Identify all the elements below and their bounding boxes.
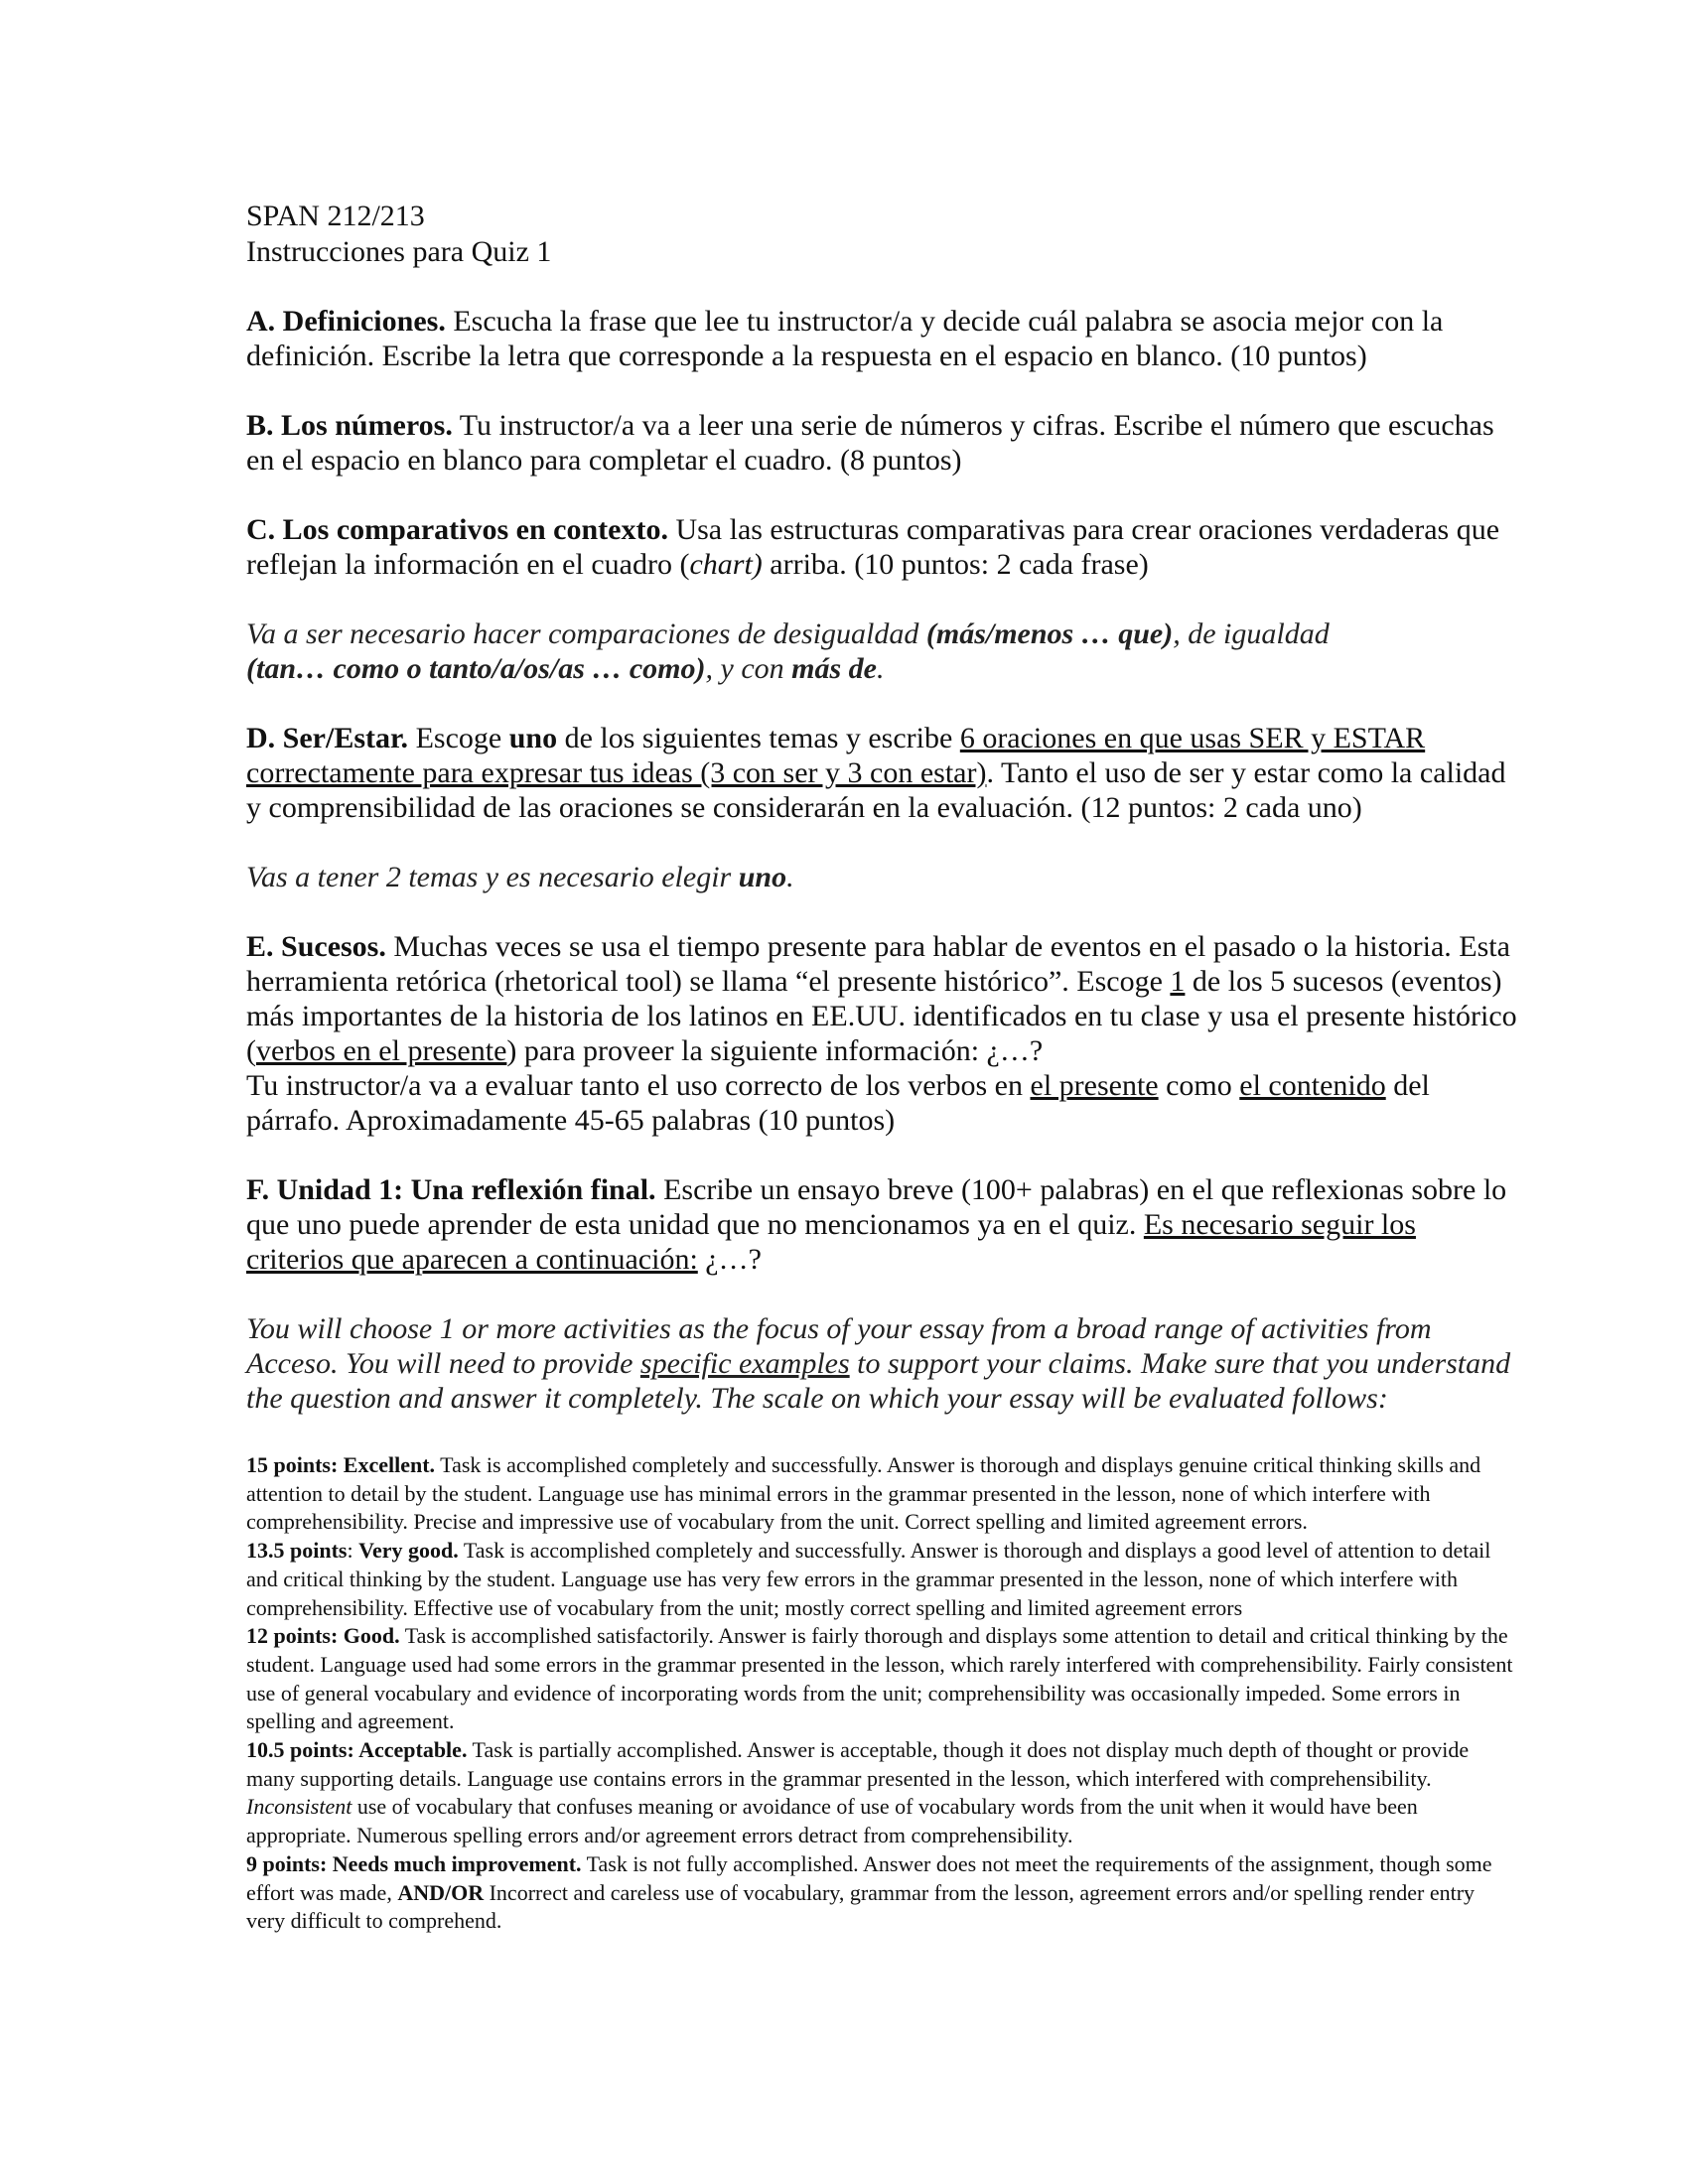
- section-b-heading: B. Los números.: [246, 409, 453, 442]
- note-text: to support your claims. Make sure that you understand the question and answer it completely. The scale on which your essay will be evaluated follows:: [246, 1347, 1511, 1415]
- rubric-italic: Inconsistent: [246, 1794, 352, 1820]
- document-page: [246, 199, 1517, 1936]
- note-text: .: [786, 861, 794, 893]
- rubric-label: 15 points: Excellent.: [246, 1452, 436, 1477]
- section-d-bold: uno: [508, 722, 558, 754]
- rubric-text: Incorrect and careless use of vocabulary, grammar from the lesson, agreement errors and/or spelling render entry very difficult to comprehend.: [246, 1879, 1476, 1934]
- note-bold: (tan… como o tanto/a/os/as … como): [246, 652, 706, 685]
- rubric-text: Task is partially accomplished. Answer is acceptable, though it does not display much depth of thought or provide many supporting details. Language use contains errors in the grammar presented in the lesson, which interfered with comprehensibility.: [246, 1737, 1470, 1791]
- section-e-text: ) para proveer la siguiente información: ¿…?: [506, 1034, 1044, 1067]
- section-e-text: Muchas veces se usa el tiempo presente para hablar de eventos en el pasado o la historia. Esta herramienta retórica (rhetorical tool) se llama “el presente histórico”. Escoge: [246, 930, 1510, 998]
- note-text: Va a ser necesario hacer comparaciones de desigualdad: [246, 617, 926, 650]
- section-e-text: Tu instructor/a va a evaluar tanto el uso correcto de los verbos en: [246, 1069, 1031, 1102]
- rubric-9: [246, 1850, 1517, 1936]
- note-bold: uno: [738, 861, 787, 893]
- section-c-note: [246, 616, 1517, 686]
- section-f: [246, 1172, 1517, 1277]
- section-f-heading: F. Unidad 1: Una reflexión final.: [246, 1173, 656, 1206]
- rubric: [246, 1451, 1517, 1936]
- note-text: .: [876, 652, 885, 685]
- note-text: You will choose 1 or more activities as the focus of your essay from a broad range of activities from Acceso. You will need to provide: [246, 1312, 1432, 1380]
- note-bold: (más/menos … que): [925, 617, 1174, 650]
- section-c-chart-word: chart): [689, 548, 763, 581]
- section-a-text: Escucha la frase que lee tu instructor/a y decide cuál palabra se asocia mejor con la definición. Escribe la letra que corresponde a la respuesta en el espacio en blanco. (10 puntos): [246, 305, 1444, 372]
- rubric-label: Very good.: [358, 1538, 459, 1564]
- note-text: , y con: [705, 652, 792, 685]
- section-d-text: Escoge: [408, 722, 509, 754]
- rubric-13-5: [246, 1537, 1517, 1622]
- section-e-underlined: el contenido: [1239, 1069, 1386, 1102]
- rubric-12: [246, 1622, 1517, 1736]
- rubric-text: Task is accomplished completely and successfully. Answer is thorough and displays genuine critical thinking skills and attention to detail by the student. Language use has minimal errors in the grammar presented in the lesson, none of which interfere with comprehensibility. Precise and impressive use of vocabulary from the unit. Correct spelling and limited agreement errors.: [246, 1452, 1481, 1535]
- rubric-10-5: [246, 1736, 1517, 1850]
- section-d-text: . Tanto el uso de ser y estar como la calidad y comprensibilidad de las oraciones se considerarán en la evaluación. (12 puntos: 2 cada uno): [246, 756, 1506, 824]
- note-text: Vas a tener 2 temas y es necesario elegir: [246, 861, 739, 893]
- section-e-underlined: el presente: [1030, 1069, 1159, 1102]
- section-e-heading: E. Sucesos.: [246, 930, 386, 963]
- section-d: [246, 721, 1517, 825]
- section-f-text: Escribe un ensayo breve (100+ palabras) en el que reflexionas sobre lo que uno puede aprender de esta unidad que no mencionamos ya en el quiz.: [246, 1173, 1507, 1241]
- section-a: [246, 304, 1517, 373]
- rubric-label: 13.5 points: [246, 1538, 348, 1564]
- section-a-heading: A. Definiciones.: [246, 305, 446, 338]
- section-d-heading: D. Ser/Estar.: [246, 722, 409, 754]
- rubric-text: Task is not fully accomplished. Answer does not meet the requirements of the assignment, though some effort was made,: [246, 1850, 1492, 1905]
- section-e-underlined: verbos en el presente: [256, 1034, 507, 1067]
- section-e-text: del párrafo. Aproximadamente 45-65 palabras (10 puntos): [246, 1069, 1430, 1137]
- section-c-text: Usa las estructuras comparativas para crear oraciones verdaderas que reflejan la información en el cuadro (: [246, 513, 1500, 581]
- section-d-text: de los siguientes temas y escribe: [557, 722, 960, 754]
- section-e-text: de los 5 sucesos (eventos) más importantes de la historia de los latinos en EE.UU. identificados en tu clase y usa el presente histórico (: [246, 965, 1517, 1067]
- section-e: [246, 929, 1517, 1138]
- rubric-label: 9 points: Needs much improvement.: [246, 1850, 582, 1876]
- section-c-text-end: arriba. (10 puntos: 2 cada frase): [762, 548, 1149, 581]
- section-c: [246, 512, 1517, 582]
- section-b: [246, 408, 1517, 478]
- rubric-15: [246, 1451, 1517, 1537]
- section-f-text: ¿…?: [697, 1243, 762, 1276]
- rubric-text: use of vocabulary that confuses meaning or avoidance of use of vocabulary words from the unit when it would have been appropriate. Numerous spelling errors and/or agreement errors detract from comprehensibility.: [246, 1794, 1418, 1848]
- rubric-label: 12 points: Good.: [246, 1623, 400, 1649]
- rubric-label: 10.5 points: Acceptable.: [246, 1737, 468, 1763]
- note-bold: más de: [791, 652, 877, 685]
- rubric-text: Task is accomplished completely and successfully. Answer is thorough and displays a good level of attention to detail and critical thinking by the student. Language use has very few errors in the grammar presented in the lesson, none of which interfere with comprehensibility. Effective use of vocabulary from the unit; mostly correct spelling and limited agreement errors: [246, 1538, 1491, 1620]
- document-title: Instrucciones para Quiz 1: [246, 235, 552, 268]
- rubric-text: Task is accomplished satisfactorily. Answer is fairly thorough and displays some attention to detail and critical thinking by the student. Language used had some errors in the grammar presented in the lesson, which rarely interfered with comprehensibility. Fairly consistent use of general vocabulary and evidence of incorporating words from the unit; comprehensibility was occasionally impeded. Some errors in spelling and agreement.: [246, 1623, 1513, 1734]
- note-text: , de igualdad: [1173, 617, 1330, 650]
- section-f-note: [246, 1311, 1517, 1416]
- section-d-underlined: 6 oraciones en que usas SER y ESTAR correctamente para expresar tus ideas (3 con ser y 3 con estar): [246, 722, 1426, 789]
- section-f-underlined: Es necesario seguir los criterios que aparecen a continuación:: [246, 1208, 1416, 1276]
- rubric-text: :: [347, 1538, 359, 1564]
- note-underlined: specific examples: [639, 1347, 850, 1380]
- section-e-text: como: [1158, 1069, 1240, 1102]
- section-e-underlined: 1: [1170, 965, 1186, 998]
- section-d-note: [246, 860, 1517, 894]
- section-c-heading: C. Los comparativos en contexto.: [246, 513, 668, 546]
- section-b-text: Tu instructor/a va a leer una serie de números y cifras. Escribe el número que escuchas en el espacio en blanco para completar el cuadro. (8 puntos): [246, 409, 1494, 477]
- course-code: SPAN 212/213: [246, 200, 425, 232]
- rubric-bold: AND/OR: [397, 1879, 485, 1905]
